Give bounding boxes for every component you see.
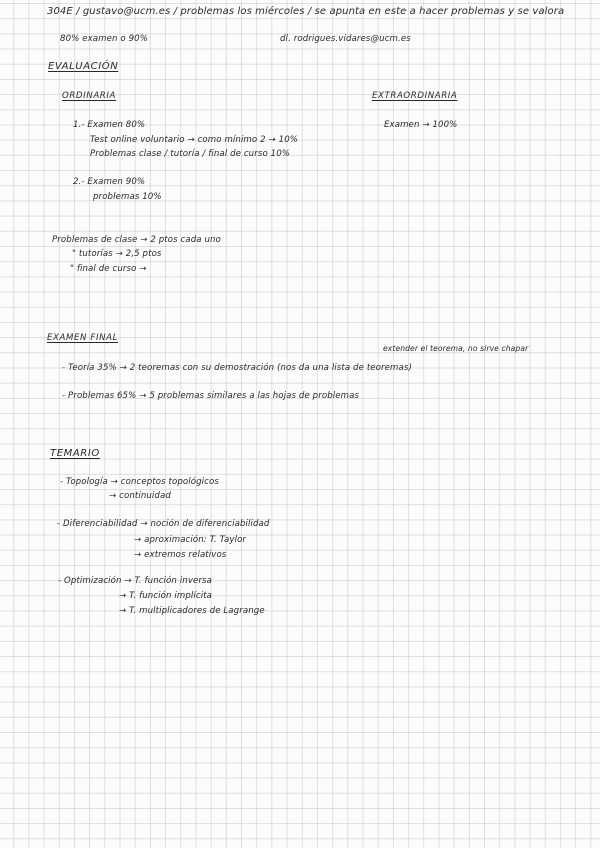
option1-line1: Test online voluntario → como mínimo 2 → 10% <box>90 135 299 145</box>
optimizacion-line3: → T. multiplicadores de Lagrange <box>119 606 265 616</box>
teoria-line: - Teoría 35% → 2 teoremas con su demostración (nos da una lista de teoremas) <box>62 363 412 373</box>
optimizacion-line: - Optimización → T. función inversa <box>58 576 212 586</box>
email-line: dl. rodrigues.vidares@ucm.es <box>280 34 411 44</box>
diferenciabilidad-line2: → aproximación: T. Taylor <box>134 535 247 545</box>
evaluacion-heading: EVALUACIÓN <box>48 61 119 72</box>
topologia-line2: → continuidad <box>109 491 171 501</box>
option2-title: 2.- Examen 90% <box>73 177 146 187</box>
option2-line1: problemas 10% <box>93 192 162 202</box>
temario-heading: TEMARIO <box>50 448 100 459</box>
examen-note: extender el teorema, no sirve chapar <box>383 344 529 353</box>
topologia-line: - Topología → conceptos topológicos <box>60 477 219 487</box>
diferenciabilidad-line3: → extremos relativos <box>134 550 227 560</box>
problemas-line2: " tutorías → 2,5 ptos <box>72 249 162 259</box>
extraordinaria-line: Examen → 100% <box>384 120 458 130</box>
ordinaria-title: ORDINARIA <box>62 91 116 101</box>
problemas-line1: Problemas de clase → 2 ptos cada uno <box>52 235 221 245</box>
header-line: 304E / gustavo@ucm.es / problemas los miércoles / se apunta en este a hacer problemas y se valora <box>47 6 565 17</box>
option1-title: 1.- Examen 80% <box>73 120 146 130</box>
optimizacion-line2: → T. función implícita <box>119 591 213 601</box>
problemas-exam-line: - Problemas 65% → 5 problemas similares a las hojas de problemas <box>62 391 360 401</box>
option1-line2: Problemas clase / tutoría / final de curso 10% <box>90 149 291 159</box>
grades-line: 80% examen o 90% <box>60 34 148 44</box>
extraordinaria-title: EXTRAORDINARIA <box>372 91 458 101</box>
examen-final-heading: EXAMEN FINAL <box>47 333 118 343</box>
diferenciabilidad-line: - Diferenciabilidad → noción de diferenciabilidad <box>57 519 270 529</box>
problemas-line3: " final de curso → <box>70 264 147 274</box>
